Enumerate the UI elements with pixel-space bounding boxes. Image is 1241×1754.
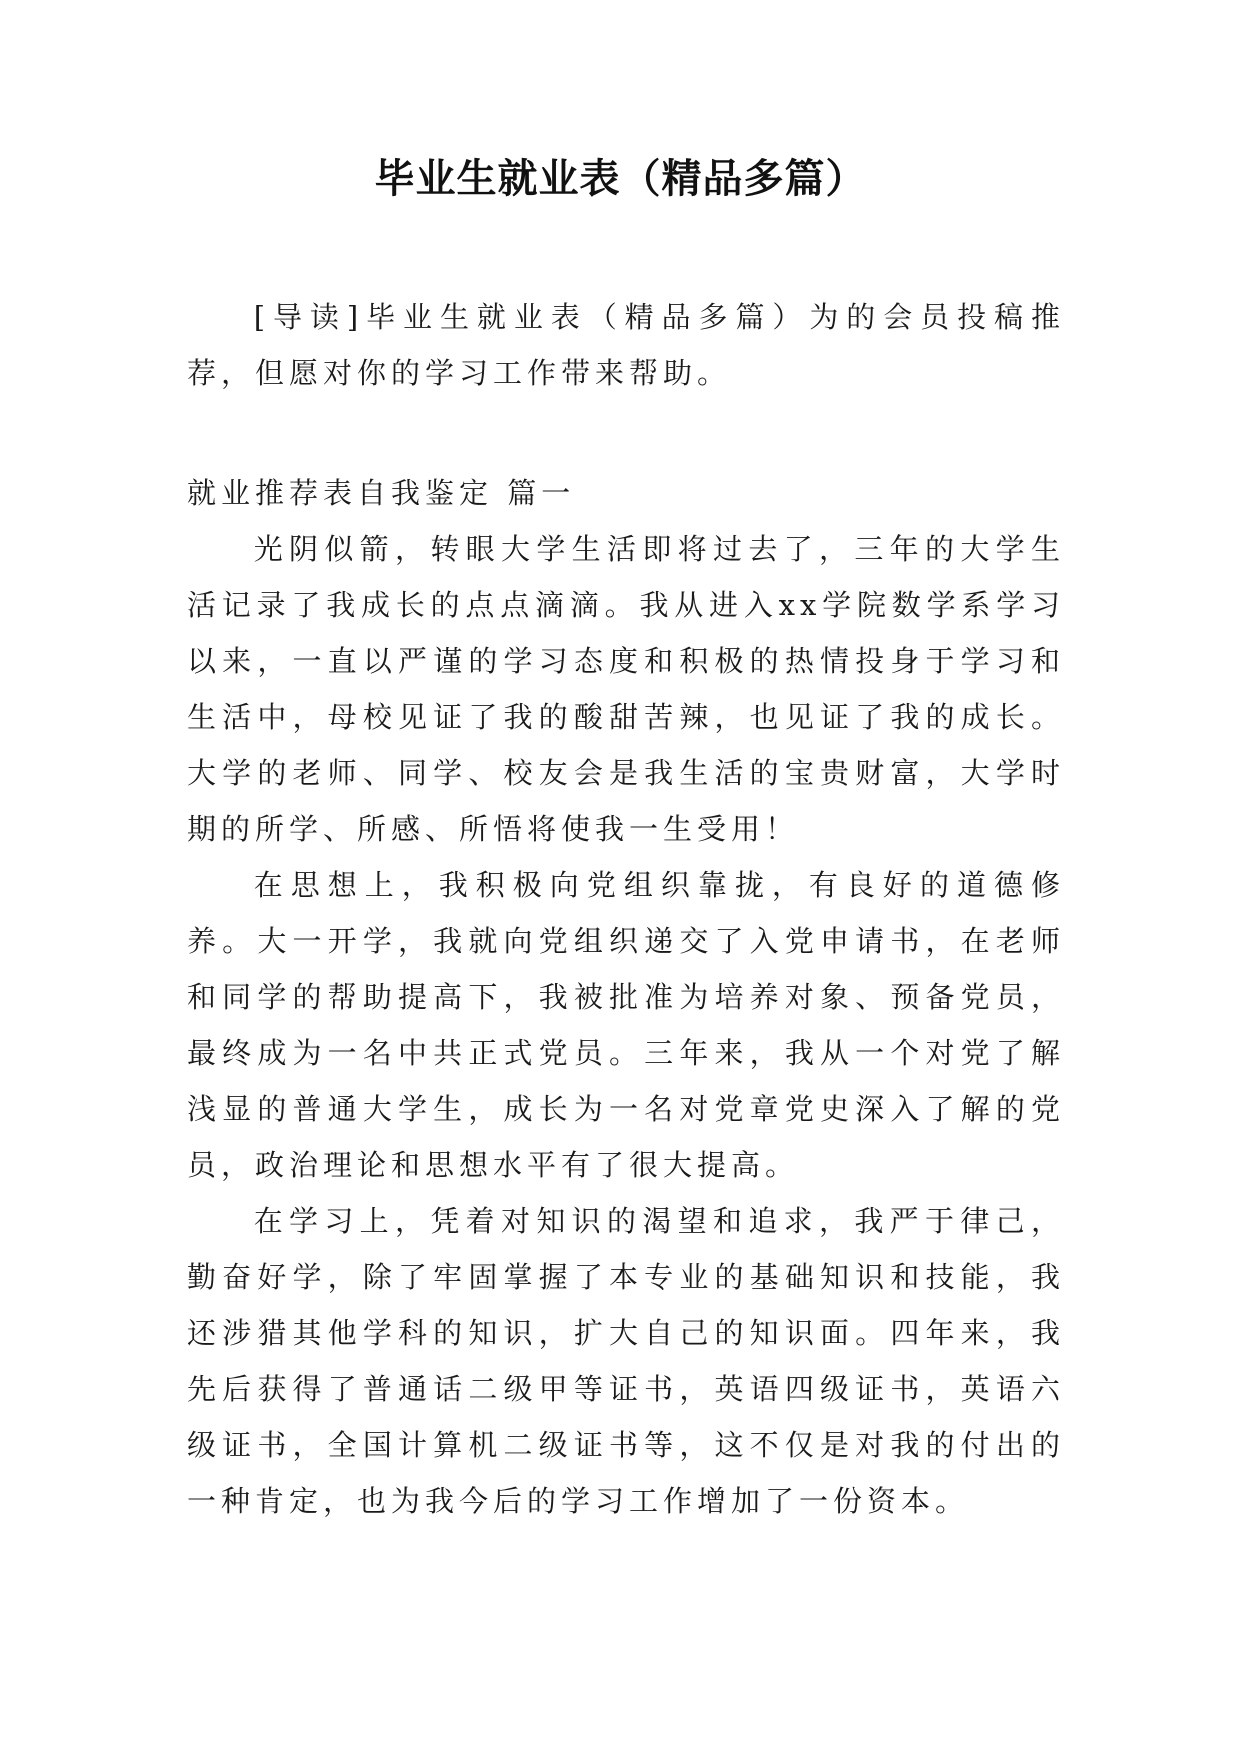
body-paragraph: 在思想上，我积极向党组织靠拢，有良好的道德修养。大一开学，我就向党组织递交了入党申请书，在老师和同学的帮助提高下，我被批准为培养对象、预备党员，最终成为一名中共正式党员。三年来，我从一个对党了解浅显的普通大学生，成长为一名对党章党史深入了解的党员，政治理论和思想水平有了很大提高。 xyxy=(187,868,1065,1182)
document-title: 毕业生就业表（精品多篇） xyxy=(374,156,867,202)
intro-block xyxy=(187,289,1065,401)
intro-paragraph: [导读]毕业生就业表（精品多篇）为的会员投稿推荐，但愿对你的学习工作带来帮助。 xyxy=(187,300,1065,390)
body-paragraph: 光阴似箭，转眼大学生活即将过去了，三年的大学生活记录了我成长的点点滴滴。我从进入xx学院数学系学习以来，一直以严谨的学习态度和积极的热情投身于学习和生活中，母校见证了我的酸甜苦辣，也见证了我的成长。大学的老师、同学、校友会是我生活的宝贵财富，大学时期的所学、所感、所悟将使我一生受用！ xyxy=(187,532,1065,846)
section-heading: 就业推荐表自我鉴定 篇一 xyxy=(187,476,576,510)
section-block xyxy=(187,465,1065,1529)
body-paragraph: 在学习上，凭着对知识的渴望和追求，我严于律己，勤奋好学，除了牢固掌握了本专业的基础知识和技能，我还涉猎其他学科的知识，扩大自己的知识面。四年来，我先后获得了普通话二级甲等证书，英语四级证书，英语六级证书，全国计算机二级证书等，这不仅是对我的付出的一种肯定，也为我今后的学习工作增加了一份资本。 xyxy=(187,1204,1065,1518)
